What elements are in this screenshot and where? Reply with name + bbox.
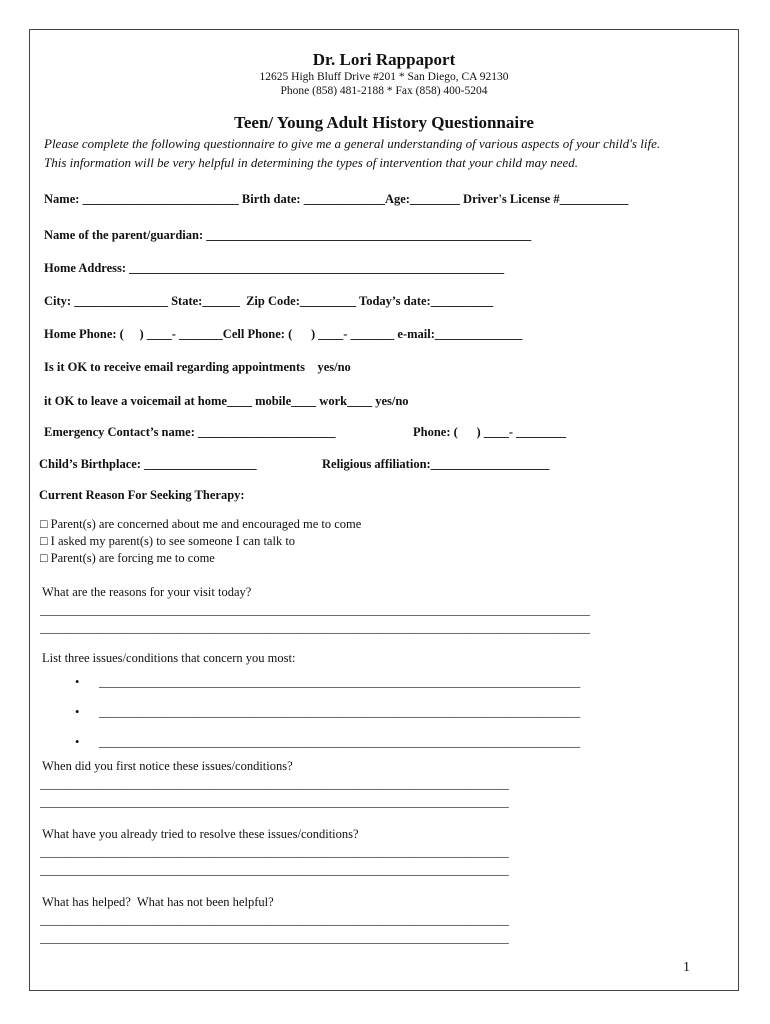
bullet-icon: • bbox=[75, 735, 80, 749]
answer-line[interactable]: ___________________________________________________________________________ bbox=[40, 777, 509, 791]
question-helped: What has helped? What has not been helpful? bbox=[42, 895, 274, 909]
intro-line-1: Please complete the following questionnaire to give me a general understanding of various aspects of your child's life. bbox=[44, 136, 661, 151]
bullet-icon: • bbox=[75, 675, 80, 689]
answer-line[interactable]: ___________________________________________________________________________ bbox=[40, 931, 509, 945]
religious-affiliation-field[interactable]: Religious affiliation:___________________ bbox=[322, 457, 550, 471]
answer-line[interactable]: ___________________________________________________________________________ bbox=[40, 863, 509, 877]
reason-option-asked[interactable]: □ I asked my parent(s) to see someone I can talk to bbox=[40, 534, 296, 548]
office-phone-fax: Phone (858) 481-2188 * Fax (858) 400-5204 bbox=[280, 85, 488, 97]
answer-line[interactable]: ___________________________________________________________________________ bbox=[40, 795, 509, 809]
reason-heading: Current Reason For Seeking Therapy: bbox=[39, 488, 245, 502]
emergency-contact-field[interactable]: Emergency Contact’s name: ______________________ bbox=[44, 425, 336, 439]
email-ok-field[interactable]: Is it OK to receive email regarding appointments yes/no bbox=[44, 360, 351, 374]
bullet-icon: • bbox=[75, 705, 80, 719]
question-reasons: What are the reasons for your visit today? bbox=[42, 585, 252, 599]
issue-bullet-3[interactable] bbox=[75, 735, 580, 750]
issue-bullet-2[interactable] bbox=[75, 705, 580, 720]
question-tried: What have you already tried to resolve these issues/conditions? bbox=[42, 827, 359, 841]
reason-option-concerned[interactable]: □ Parent(s) are concerned about me and encouraged me to come bbox=[40, 517, 362, 531]
answer-line[interactable]: ________________________________________________________________________________________ bbox=[40, 621, 590, 635]
issue-line[interactable]: _____________________________________________________________________________ bbox=[99, 735, 581, 749]
issue-line[interactable]: _____________________________________________________________________________ bbox=[99, 705, 581, 719]
answer-line[interactable]: ________________________________________________________________________________________ bbox=[40, 603, 590, 617]
answer-line[interactable]: ___________________________________________________________________________ bbox=[40, 845, 509, 859]
question-first-notice: When did you first notice these issues/conditions? bbox=[42, 759, 293, 773]
intro-line-2: This information will be very helpful in determining the types of intervention that your child may need. bbox=[44, 155, 578, 170]
reason-option-forced[interactable]: □ Parent(s) are forcing me to come bbox=[40, 551, 215, 565]
issue-line[interactable]: _____________________________________________________________________________ bbox=[99, 675, 581, 689]
questionnaire-title: Teen/ Young Adult History Questionnaire bbox=[234, 113, 534, 132]
question-three-issues: List three issues/conditions that concern you most: bbox=[42, 651, 296, 665]
issue-bullet-1[interactable] bbox=[75, 675, 580, 690]
page-number: 1 bbox=[683, 960, 690, 975]
office-address: 12625 High Bluff Drive #201 * San Diego, CA 92130 bbox=[259, 71, 509, 83]
birthplace-field[interactable]: Child’s Birthplace: __________________ bbox=[39, 457, 257, 471]
name-birthdate-license-field[interactable]: Name: _________________________ Birth date: _____________Age:________ Driver's License #___________ bbox=[44, 192, 629, 206]
city-state-zip-date-field[interactable]: City: _______________ State:______ Zip Code:_________ Today’s date:__________ bbox=[44, 294, 494, 308]
parent-guardian-field[interactable]: Name of the parent/guardian: ____________________________________________________ bbox=[44, 228, 532, 242]
doctor-name: Dr. Lori Rappaport bbox=[312, 50, 456, 69]
questionnaire-page bbox=[29, 29, 739, 991]
phone-email-field[interactable]: Home Phone: ( ) ____- _______Cell Phone: ( ) ____- _______ e-mail:______________ bbox=[44, 327, 523, 341]
home-address-field[interactable]: Home Address: ____________________________________________________________ bbox=[44, 261, 505, 275]
emergency-phone-field[interactable]: Phone: ( ) ____- ________ bbox=[413, 425, 567, 439]
answer-line[interactable]: ___________________________________________________________________________ bbox=[40, 913, 509, 927]
voicemail-ok-field[interactable]: it OK to leave a voicemail at home____ mobile____ work____ yes/no bbox=[44, 394, 409, 408]
